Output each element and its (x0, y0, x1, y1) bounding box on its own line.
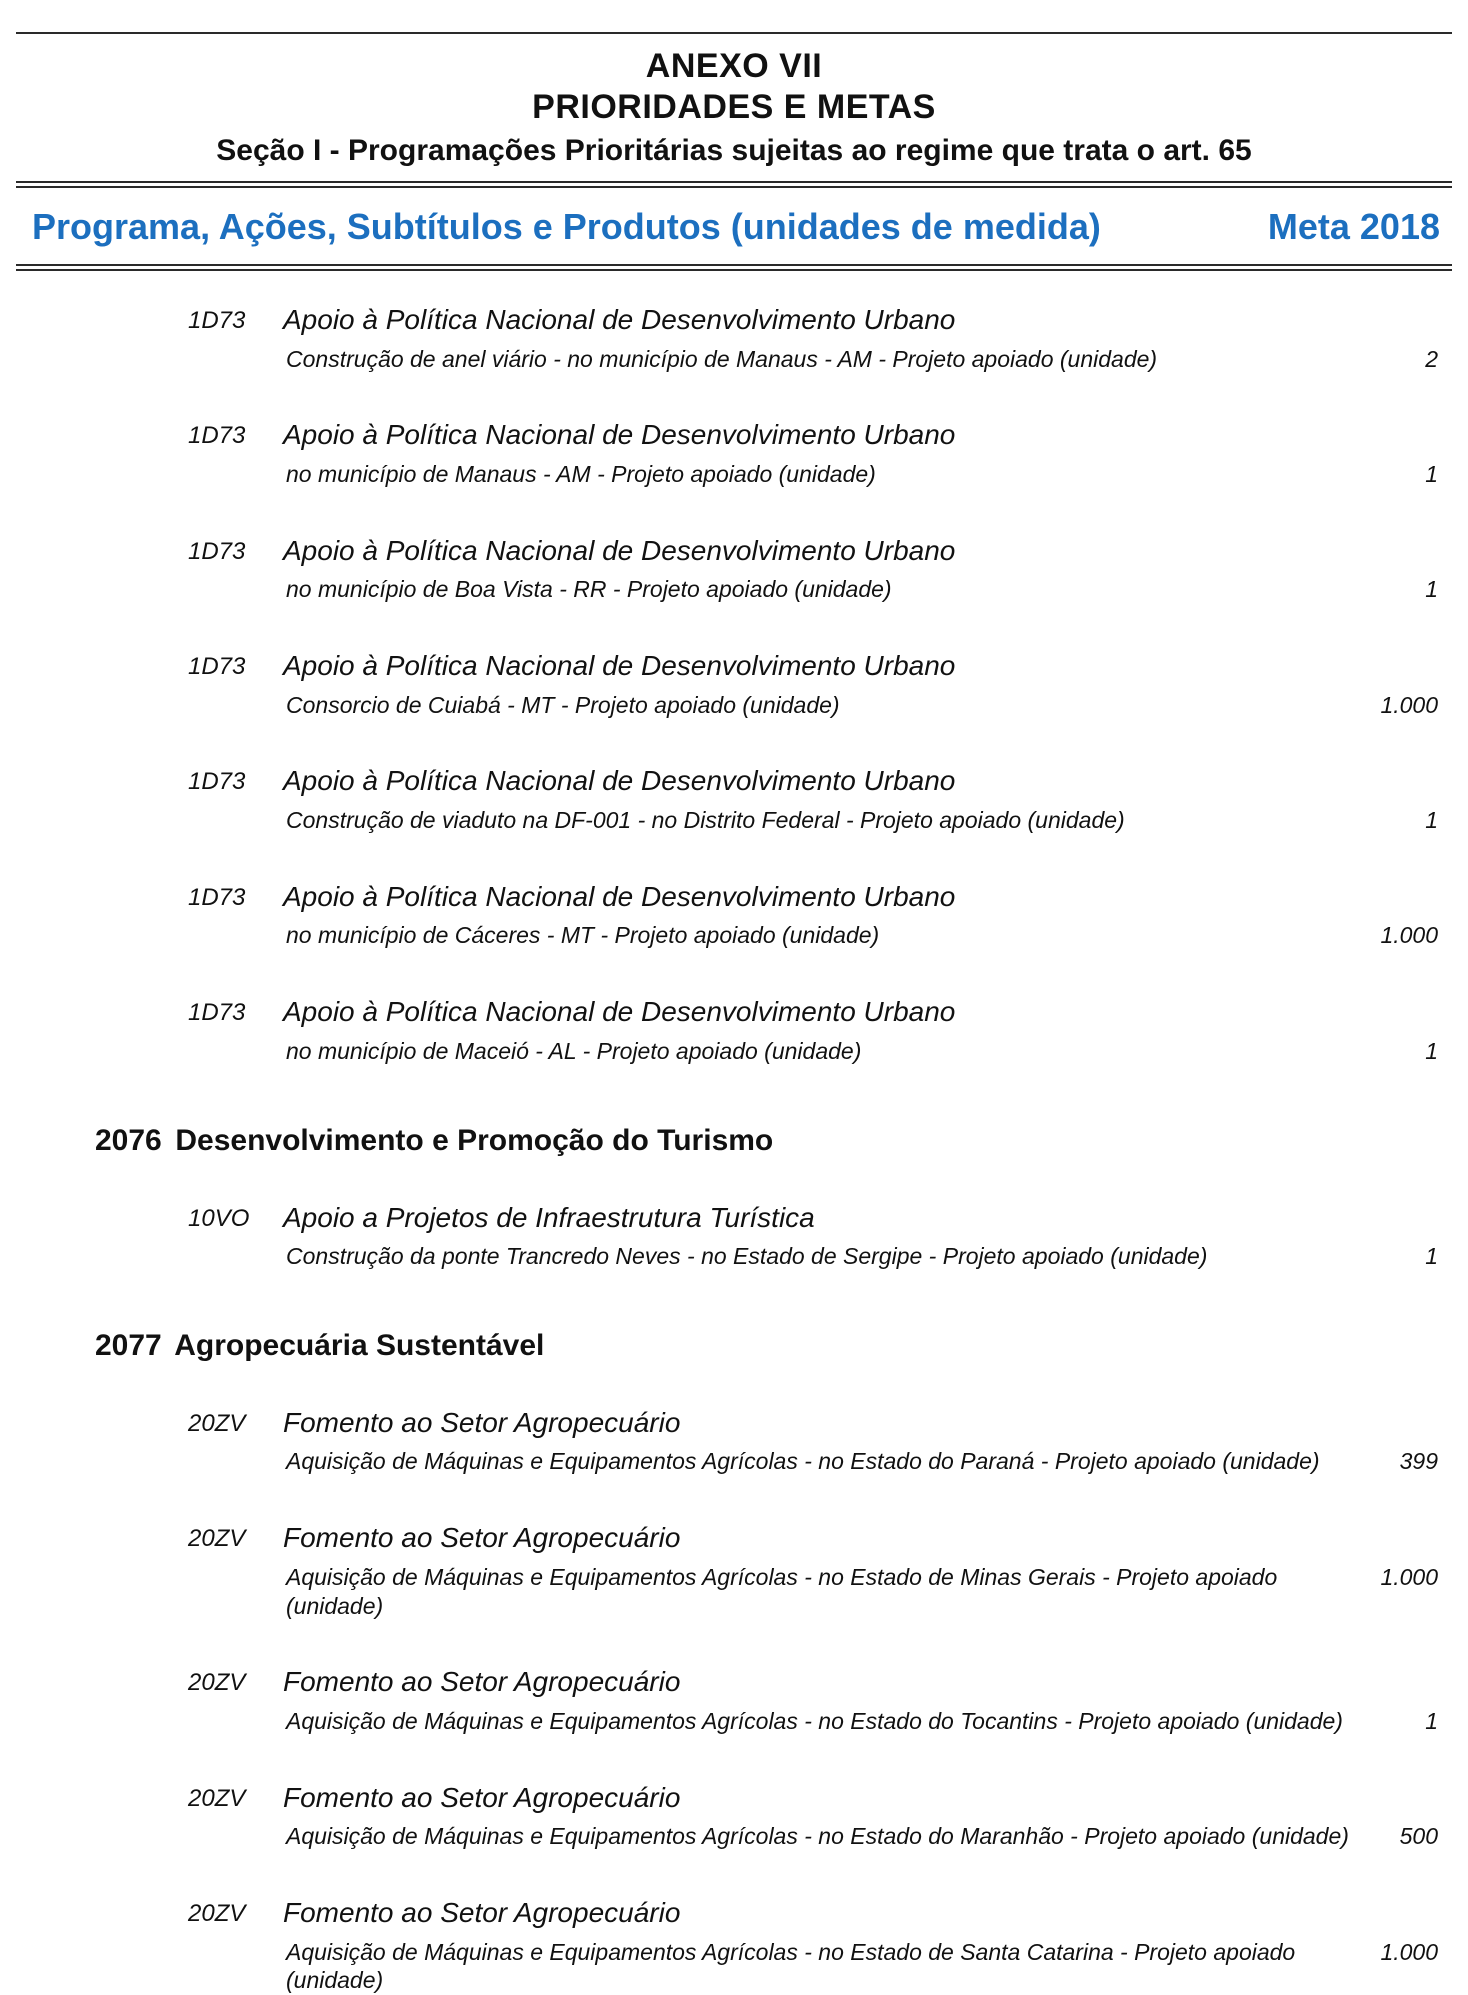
action-code: 20ZV (188, 1525, 246, 1553)
meta-value: 1 (1425, 1243, 1438, 1270)
action-subtitle: Consorcio de Cuiabá - MT - Projeto apoiado (unidade) (286, 691, 840, 718)
action-subtitle-line (286, 1822, 1438, 1851)
action-subtitle: no município de Boa Vista - RR - Projeto apoiado (unidade) (286, 576, 892, 603)
document-page (0, 32, 1468, 1994)
action-code: 20ZV (188, 1784, 246, 1812)
action-title: Apoio à Política Nacional de Desenvolvimento Urbano (283, 534, 956, 566)
action-code: 1D73 (188, 537, 246, 565)
action-title: Apoio a Projetos de Infraestrutura Turística (283, 1201, 815, 1233)
action-subtitle-line (286, 1938, 1438, 1995)
action-code: 1D73 (188, 768, 246, 796)
action-code: 10VO (188, 1204, 250, 1232)
action-code: 1D73 (188, 307, 246, 335)
action-title: Fomento ao Setor Agropecuário (283, 1666, 681, 1698)
action-subtitle: Aquisição de Máquinas e Equipamentos Agrícolas - no Estado do Maranhão - Projeto apoiado (unidade) (286, 1823, 1349, 1850)
meta-value: 1.000 (1380, 922, 1438, 949)
program-code: 2076 (95, 1123, 162, 1157)
table-row-action (0, 534, 1468, 604)
meta-value: 399 (1399, 1448, 1438, 1475)
action-subtitle-line (286, 691, 1438, 720)
action-code: 1D73 (188, 653, 246, 681)
program-code: 2077 (95, 1328, 162, 1362)
action-code: 1D73 (188, 422, 246, 450)
action-subtitle-line (286, 345, 1438, 374)
action-title: Apoio à Política Nacional de Desenvolvimento Urbano (283, 304, 956, 336)
table-row-program (0, 1123, 1468, 1159)
table-row-action (0, 649, 1468, 719)
action-title: Fomento ao Setor Agropecuário (283, 1896, 681, 1928)
table-row-action (0, 764, 1468, 834)
meta-value: 1 (1425, 1707, 1438, 1734)
table-row-action (0, 1665, 1468, 1735)
action-code: 20ZV (188, 1409, 246, 1437)
action-subtitle-line (286, 1037, 1438, 1066)
action-title: Fomento ao Setor Agropecuário (283, 1781, 681, 1813)
action-title: Apoio à Política Nacional de Desenvolvimento Urbano (283, 650, 956, 682)
action-subtitle: Construção da ponte Trancredo Neves - no Estado de Sergipe - Projeto apoiado (unidade) (286, 1243, 1208, 1270)
table-row-action (0, 303, 1468, 373)
action-subtitle-line (286, 806, 1438, 835)
table-row-action (0, 1521, 1468, 1620)
action-code: 1D73 (188, 999, 246, 1027)
action-subtitle: Aquisição de Máquinas e Equipamentos Agrícolas - no Estado de Santa Catarina - Projeto apoiado (unidade) (286, 1938, 1296, 1994)
meta-value: 1.000 (1380, 1938, 1438, 1965)
annex-title: ANEXO VII (645, 47, 823, 85)
meta-value: 1 (1425, 1037, 1438, 1064)
table-header-divider (16, 264, 1452, 271)
action-code: 1D73 (188, 883, 246, 911)
meta-value: 1 (1425, 576, 1438, 603)
meta-value: 1.000 (1380, 1563, 1438, 1590)
action-subtitle: Aquisição de Máquinas e Equipamentos Agrícolas - no Estado do Tocantins - Projeto apoiado (unidade) (286, 1707, 1343, 1734)
program-title: Desenvolvimento e Promoção do Turismo (175, 1123, 774, 1157)
action-subtitle-line (286, 460, 1438, 489)
table-row-action (0, 880, 1468, 950)
table-row-action (0, 995, 1468, 1065)
header-divider (16, 181, 1452, 188)
table-row-action (0, 1781, 1468, 1851)
column-header-meta: Meta 2018 (1267, 206, 1440, 248)
action-subtitle: Construção de viaduto na DF-001 - no Distrito Federal - Projeto apoiado (unidade) (286, 807, 1125, 834)
section-title: Seção I - Programações Prioritárias sujeitas ao regime que trata o art. 65 (216, 133, 1252, 167)
table-row-program (0, 1328, 1468, 1364)
column-header-programs: Programa, Ações, Subtítulos e Produtos (unidades de medida) (32, 206, 1101, 248)
meta-value: 1.000 (1380, 691, 1438, 718)
action-subtitle: Construção de anel viário - no município de Manaus - AM - Projeto apoiado (unidade) (286, 345, 1158, 372)
meta-value: 1 (1425, 461, 1438, 488)
action-subtitle-line (286, 1707, 1438, 1736)
action-subtitle: no município de Maceió - AL - Projeto apoiado (unidade) (286, 1037, 862, 1064)
action-title: Apoio à Política Nacional de Desenvolvimento Urbano (283, 996, 956, 1028)
action-title: Apoio à Política Nacional de Desenvolvimento Urbano (283, 419, 956, 451)
action-title: Apoio à Política Nacional de Desenvolvimento Urbano (283, 765, 956, 797)
action-subtitle: no município de Cáceres - MT - Projeto apoiado (unidade) (286, 922, 880, 949)
table-row-action (0, 1406, 1468, 1476)
action-subtitle-line (286, 1563, 1438, 1621)
meta-value: 1 (1425, 807, 1438, 834)
action-subtitle: no município de Manaus - AM - Projeto apoiado (unidade) (286, 461, 876, 488)
action-subtitle: Aquisição de Máquinas e Equipamentos Agrícolas - no Estado do Paraná - Projeto apoiado (unidade) (286, 1448, 1320, 1475)
action-subtitle-line (286, 1447, 1438, 1476)
meta-value: 500 (1399, 1823, 1438, 1850)
action-title: Fomento ao Setor Agropecuário (283, 1522, 681, 1554)
action-subtitle-line (286, 575, 1438, 604)
table-header (0, 188, 1468, 264)
table-row-action (0, 1896, 1468, 1995)
table-row-action (0, 418, 1468, 488)
meta-value: 2 (1425, 345, 1438, 372)
action-subtitle-line (286, 921, 1438, 950)
action-title: Apoio à Política Nacional de Desenvolvimento Urbano (283, 880, 956, 912)
action-subtitle-line (286, 1242, 1438, 1271)
action-code: 20ZV (188, 1669, 246, 1697)
program-title: Agropecuária Sustentável (174, 1328, 545, 1362)
document-header (0, 34, 1468, 181)
annex-subtitle: PRIORIDADES E METAS (532, 87, 936, 126)
action-title: Fomento ao Setor Agropecuário (283, 1406, 681, 1438)
table-body (0, 271, 1468, 1995)
action-subtitle: Aquisição de Máquinas e Equipamentos Agrícolas - no Estado de Minas Gerais - Projeto apoiado (unidade) (286, 1563, 1278, 1619)
action-code: 20ZV (188, 1899, 246, 1927)
table-row-action (0, 1201, 1468, 1271)
